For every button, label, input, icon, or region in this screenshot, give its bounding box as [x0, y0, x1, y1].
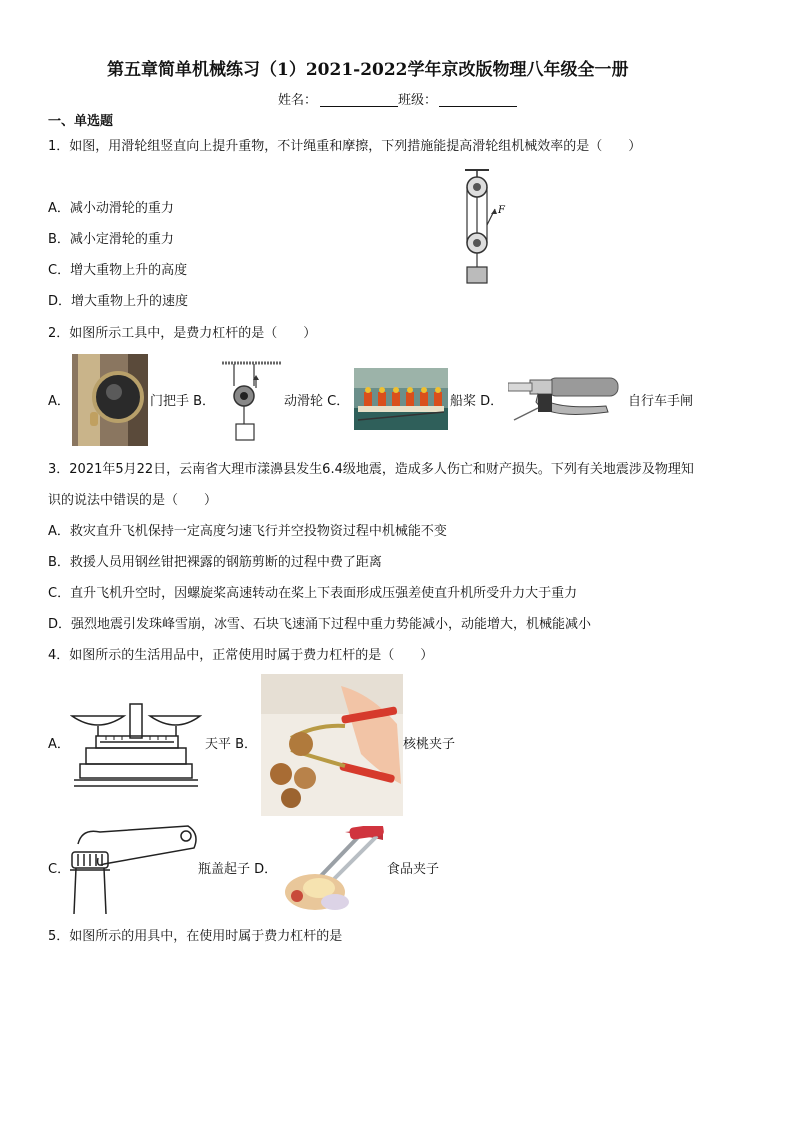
q4-stem: 4．如图所示的生活用品中，正常使用时属于费力杠杆的是（ ）	[48, 648, 434, 663]
force-f-label: F	[498, 205, 505, 216]
q4-option-b-label: 核桃夹子	[403, 737, 456, 752]
pulley-system-figure	[455, 165, 515, 287]
q3-stem-line2: 识的说法中错误的是（ ）	[48, 493, 218, 508]
q5-stem: 5．如图所示的用具中，在使用时属于费力杠杆的是	[48, 929, 343, 944]
q3-option-b[interactable]: B．救援人员用钢丝钳把裸露的钢筋剪断的过程中费了距离	[48, 555, 382, 570]
q2-option-c[interactable]: 动滑轮 C．	[284, 394, 350, 409]
q2-option-d[interactable]: 船桨 D．	[450, 394, 504, 409]
name-blank[interactable]	[320, 94, 398, 107]
q2-option-b[interactable]: 门把手 B．	[150, 394, 216, 409]
food-tongs-image	[285, 826, 385, 912]
q1-option-d[interactable]: D．增大重物上升的速度	[48, 294, 189, 309]
q1-option-b[interactable]: B．减小定滑轮的重力	[48, 232, 174, 247]
nutcracker-image	[261, 674, 403, 816]
q2-option-a[interactable]: A．	[48, 394, 70, 409]
section-title: 一、单选题	[48, 114, 114, 129]
q1-stem: 1．如图，用滑轮组竖直向上提升重物，不计绳重和摩擦，下列措施能提高滑轮组机械效率的是（ ）	[48, 139, 642, 154]
bicycle-brake-image	[508, 372, 620, 430]
class-field-label: 班级：	[398, 93, 438, 108]
q2-option-d-label: 自行车手闸	[628, 394, 694, 409]
q2-stem: 2．如图所示工具中，是费力杠杆的是（ ）	[48, 326, 317, 341]
movable-pulley-image	[220, 358, 286, 444]
q4-option-d-label: 食品夹子	[387, 862, 440, 877]
q3-option-a[interactable]: A．救灾直升飞机保持一定高度匀速飞行并空投物资过程中机械能不变	[48, 524, 447, 539]
page-title: 第五章简单机械练习（1）2021-2022学年京改版物理八年级全一册	[107, 60, 629, 80]
q3-stem-line1: 3．2021年5月22日，云南省大理市漾濞县发生6.4级地震，造成多人伤亡和财产损失。下列有关地震涉及物理知	[48, 462, 694, 477]
name-field-label: 姓名：	[278, 93, 318, 108]
q3-option-d[interactable]: D．强烈地震引发珠峰雪崩，冰雪、石块飞速涌下过程中重力势能减小，动能增大，机械能减小	[48, 617, 592, 632]
q4-option-d[interactable]: 瓶盖起子 D．	[198, 862, 278, 877]
q1-option-c[interactable]: C．增大重物上升的高度	[48, 263, 188, 278]
q1-option-a[interactable]: A．减小动滑轮的重力	[48, 201, 174, 216]
bottle-opener-image	[68, 824, 202, 916]
q4-option-b[interactable]: 天平 B．	[205, 737, 258, 752]
q3-option-c[interactable]: C．直升飞机升空时，因螺旋桨高速转动在桨上下表面形成压强差使直升机所受升力大于重力	[48, 586, 578, 601]
q4-option-c[interactable]: C．	[48, 862, 71, 877]
q4-option-a[interactable]: A．	[48, 737, 70, 752]
door-handle-image	[72, 354, 148, 446]
balance-scale-image	[70, 700, 202, 788]
rowing-boat-image	[354, 368, 448, 430]
class-blank[interactable]	[439, 94, 517, 107]
